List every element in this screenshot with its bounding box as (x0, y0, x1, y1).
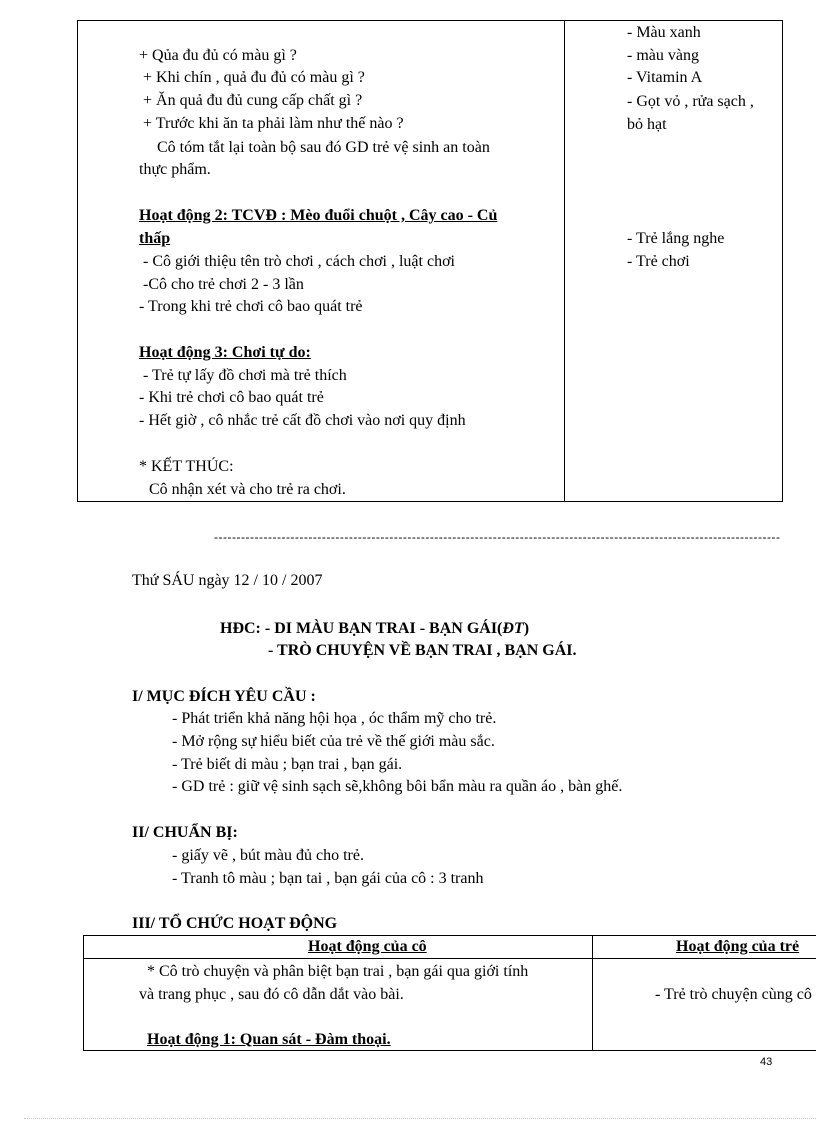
activity-2-step-2: -Cô cho trẻ chơi 2 - 3 lần (143, 276, 304, 293)
table2-children-talk: - Trẻ trò chuyện cùng cô (655, 986, 812, 1003)
table2-bottom-border (83, 1050, 816, 1051)
answer-play: - Trẻ chơi (627, 253, 690, 270)
table2-left-border (83, 935, 84, 1051)
table2-divider (592, 935, 593, 1051)
lesson-title: HĐC: - DI MÀU BẠN TRAI - BẠN GÁI(ĐT) (220, 620, 530, 637)
activity-2-heading: Hoạt động 2: TCVĐ : Mèo đuổi chuột , Cây cao - Củ (139, 207, 498, 224)
activity-2-step-1: - Cô giới thiệu tên trò chơi , cách chơi , luật chơi (143, 253, 455, 270)
question-ripe-color: + Khi chín , quả đu đủ có màu gì ? (143, 69, 365, 86)
section-1-heading: I/ MỤC ĐÍCH YÊU CẦU : (132, 688, 316, 705)
answer-vitamin: - Vitamin A (627, 69, 703, 86)
summary-line-1: Cô tóm tắt lại toàn bộ sau đó GD trẻ vệ sinh an toàn (157, 139, 490, 156)
ending-text: Cô nhận xét và cho trẻ ra chơi. (149, 481, 346, 498)
section-3-heading: III/ TỔ CHỨC HOẠT ĐỘNG (132, 915, 338, 932)
table2-activity-1-heading: Hoạt động 1: Quan sát - Đàm thoại. (147, 1031, 391, 1048)
question-before-eating: + Trước khi ăn ta phải làm như thế nào ? (143, 115, 404, 132)
table2-top-border (83, 935, 816, 936)
section-2-item: - giấy vẽ , bút màu đủ cho trẻ. (172, 847, 364, 864)
page-number: 43 (760, 1056, 773, 1068)
section-2-heading: II/ CHUẨN BỊ: (132, 824, 238, 841)
answer-peel: - Gọt vỏ , rửa sạch , (627, 93, 754, 110)
table2-header-border (83, 958, 816, 959)
question-nutrient: + Ăn quả đu đủ cung cấp chất gì ? (143, 92, 363, 109)
page-bottom-dotted-line (24, 1118, 816, 1119)
question-color: + Qủa đu đủ có màu gì ? (139, 47, 297, 64)
lesson-date: Thứ SÁU ngày 12 / 10 / 2007 (132, 572, 323, 589)
activity-3-step-1: - Trẻ tự lấy đồ chơi mà trẻ thích (143, 367, 347, 384)
lesson-subtitle: - TRÒ CHUYỆN VỀ BẠN TRAI , BẠN GÁI. (268, 642, 577, 659)
table2-header-teacher: Hoạt động của cô (308, 938, 427, 955)
activity-3-step-3: - Hết giờ , cô nhắc trẻ cất đồ chơi vào nơi quy định (139, 412, 466, 429)
table-divider (564, 20, 565, 501)
activity-2-step-3: - Trong khi trẻ chơi cô bao quát trẻ (139, 298, 363, 315)
table2-teacher-intro: * Cô trò chuyện và phân biệt bạn trai , bạn gái qua giới tính (147, 963, 529, 980)
activity-2-heading-cont: thấp (139, 230, 171, 247)
table2-header-children: Hoạt động của trẻ (676, 938, 800, 955)
dashed-separator: ------------------------------------------------------------------------------------------------------------------------------ (214, 530, 781, 544)
answer-peel-cont: bỏ hạt (627, 116, 667, 133)
activity-3-heading: Hoạt động 3: Chơi tự do: (139, 344, 311, 361)
table2-teacher-intro-cont: và trang phục , sau đó cô dẫn dắt vào bài. (139, 986, 404, 1003)
answer-green: - Màu xanh (627, 24, 701, 41)
answer-listen: - Trẻ lắng nghe (627, 230, 725, 247)
section-1-item: - Phát triển khả năng hội họa , óc thẩm mỹ cho trẻ. (172, 710, 497, 727)
ending-heading: * KẾT THÚC: (139, 458, 234, 475)
activity-3-step-2: - Khi trẻ chơi cô bao quát trẻ (139, 389, 324, 406)
summary-line-2: thực phẩm. (139, 161, 211, 178)
section-1-item: - Trẻ biết di màu ; bạn trai , bạn gái. (172, 756, 403, 773)
section-1-item: - GD trẻ : giữ vệ sinh sạch sẽ,không bôi bẩn màu ra quần áo , bàn ghế. (172, 778, 623, 795)
answer-yellow: - màu vàng (627, 47, 699, 64)
section-2-item: - Tranh tô màu ; bạn tai , bạn gái của cô : 3 tranh (172, 870, 484, 887)
section-1-item: - Mở rộng sự hiểu biết của trẻ về thế giới màu sắc. (172, 733, 495, 750)
